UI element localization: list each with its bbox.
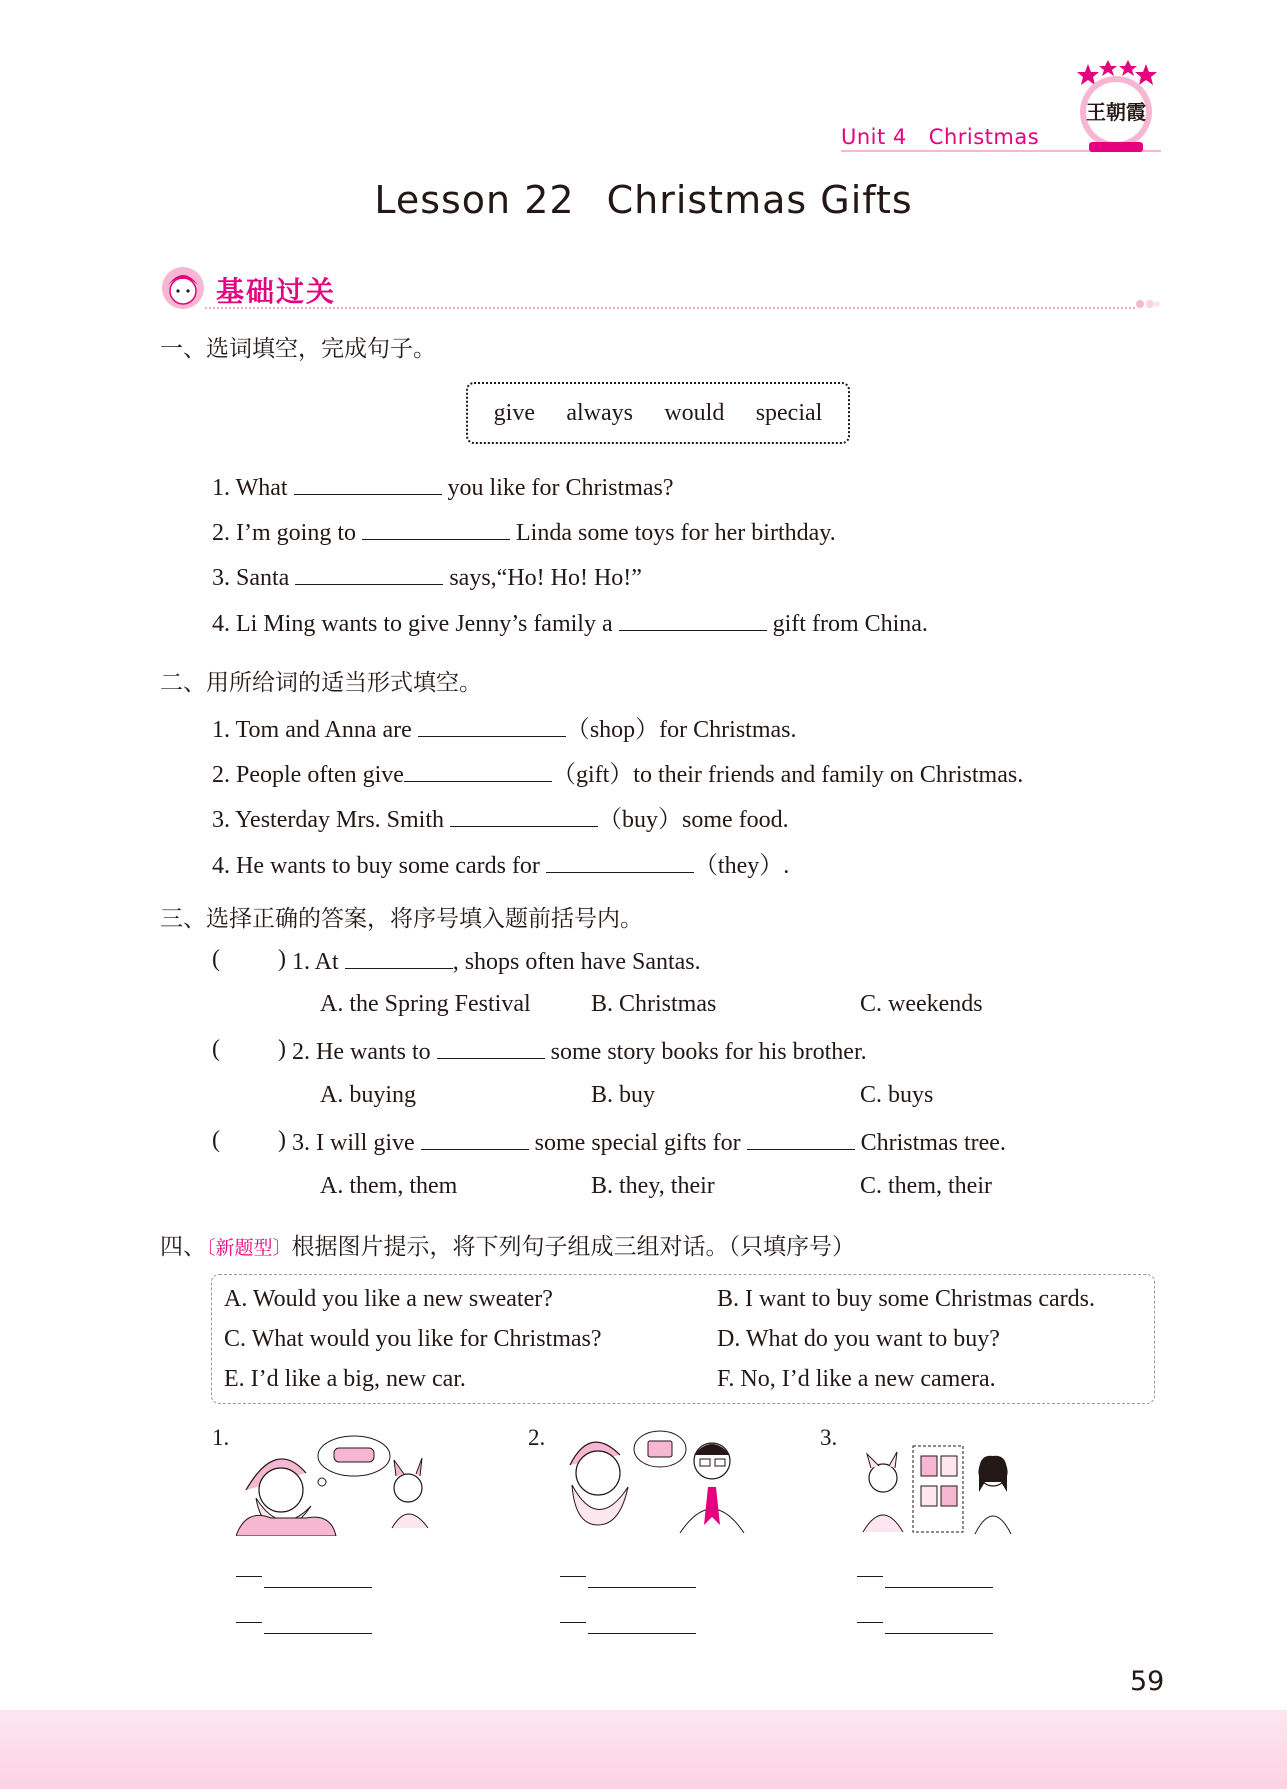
- answer-line[interactable]: [560, 1608, 696, 1634]
- question-text: you like for Christmas?: [447, 475, 674, 501]
- question-text: , shops often have Santas.: [452, 949, 701, 975]
- logo-text: 王朝霞: [1086, 100, 1146, 124]
- option-c: C. buys: [860, 1082, 934, 1108]
- sentence-f: F. No, I’d like a new camera.: [717, 1366, 996, 1392]
- section1-question: [212, 562, 642, 592]
- word-bank-item: always: [566, 399, 633, 426]
- answer-blank[interactable]: [345, 946, 453, 969]
- word-bank-item: give: [493, 399, 535, 426]
- picture-number: 1.: [212, 1425, 230, 1450]
- section2-question: [212, 709, 797, 744]
- question-text: Christmas tree.: [860, 1130, 1006, 1156]
- open-paren: (: [212, 946, 220, 972]
- answer-line[interactable]: [236, 1562, 372, 1588]
- girl-avatar-icon: [160, 265, 206, 311]
- question-text: 3. Santa: [212, 565, 290, 591]
- publisher-logo-icon: [1075, 60, 1157, 155]
- question-text: 1. What: [212, 475, 288, 501]
- section4-prefix: 四、: [160, 1234, 206, 1260]
- new-type-tag: 〔新题型〕: [206, 1237, 292, 1259]
- section2-heading: 二、用所给词的适当形式填空。: [160, 670, 482, 696]
- unit-topic: Christmas: [928, 125, 1040, 149]
- answer-paren[interactable]: [212, 1127, 286, 1154]
- option-b: B. they, their: [591, 1173, 715, 1199]
- section3-heading: 三、选择正确的答案，将序号填入题前括号内。: [160, 906, 643, 932]
- section1-heading: 一、选词填空，完成句子。: [160, 336, 436, 362]
- section1-question: [212, 608, 928, 638]
- section1-question: [212, 472, 674, 502]
- section4-heading-text: 根据图片提示，将下列句子组成三组对话。（只填序号）: [291, 1234, 856, 1260]
- question-text: （they）.: [693, 853, 790, 879]
- answer-blank[interactable]: [437, 1036, 545, 1059]
- answer-paren[interactable]: [212, 1036, 286, 1063]
- answer-line[interactable]: [857, 1562, 993, 1588]
- answer-line[interactable]: [857, 1608, 993, 1634]
- sentence-c: C. What would you like for Christmas?: [224, 1326, 602, 1352]
- answer-line[interactable]: [236, 1608, 372, 1634]
- footer-band: [0, 1710, 1287, 1789]
- answer-blank[interactable]: [294, 472, 442, 495]
- answer-blank[interactable]: [421, 1127, 529, 1150]
- question-text: 4. He wants to buy some cards for: [212, 853, 540, 879]
- question-text: 1. Tom and Anna are: [212, 717, 412, 743]
- section2-question: [212, 754, 1023, 789]
- question-text: （buy）some food.: [598, 807, 789, 833]
- option-a: A. them, them: [320, 1173, 458, 1199]
- word-bank-item: would: [664, 399, 725, 426]
- option-c: C. weekends: [860, 991, 983, 1017]
- section2-question: [212, 845, 789, 880]
- close-paren: ): [278, 1127, 286, 1153]
- close-paren: ): [278, 1036, 286, 1062]
- option-b: B. Christmas: [591, 991, 717, 1017]
- question-text: 2. He wants to: [292, 1039, 431, 1065]
- word-bank: [466, 382, 850, 444]
- section2-question: [212, 799, 789, 834]
- option-a: A. buying: [320, 1082, 416, 1108]
- decorative-dots-icon: [1135, 294, 1161, 314]
- section4-heading: [160, 1228, 855, 1261]
- page-number: 59: [1130, 1666, 1165, 1697]
- answer-paren[interactable]: [212, 946, 286, 973]
- santa-camera-illustration-icon: [560, 1425, 752, 1533]
- sentence-a: A. Would you like a new sweater?: [224, 1286, 553, 1312]
- open-paren: (: [212, 1036, 220, 1062]
- card-shop-illustration-icon: [855, 1442, 1017, 1538]
- answer-blank[interactable]: [619, 608, 767, 631]
- question-text: （shop）for Christmas.: [565, 717, 797, 743]
- close-paren: ): [278, 946, 286, 972]
- banner-divider: [205, 307, 1135, 309]
- answer-blank[interactable]: [295, 562, 443, 585]
- word-bank-item: special: [755, 399, 823, 426]
- sentence-d: D. What do you want to buy?: [717, 1326, 1000, 1352]
- sentence-b: B. I want to buy some Christmas cards.: [717, 1286, 1095, 1312]
- question-text: 1. At: [292, 949, 339, 975]
- answer-line[interactable]: [560, 1562, 696, 1588]
- section3-question: [292, 1127, 1006, 1157]
- question-text: Linda some toys for her birthday.: [516, 520, 836, 546]
- sentence-e: E. I’d like a big, new car.: [224, 1366, 466, 1392]
- answer-blank[interactable]: [747, 1127, 855, 1150]
- lesson-number: Lesson 22: [374, 178, 575, 222]
- question-text: （gift）to their friends and family on Christmas.: [551, 762, 1024, 788]
- santa-car-illustration-icon: [236, 1428, 452, 1536]
- question-text: some special gifts for: [534, 1130, 741, 1156]
- answer-blank[interactable]: [362, 517, 510, 540]
- answer-blank[interactable]: [418, 714, 566, 737]
- section3-question: [292, 946, 701, 976]
- question-text: says,“Ho! Ho! Ho!”: [449, 565, 642, 591]
- question-text: some story books for his brother.: [550, 1039, 867, 1065]
- unit-header: [841, 125, 1061, 149]
- option-c: C. them, their: [860, 1173, 992, 1199]
- section-banner: 基础过关: [216, 275, 337, 308]
- question-text: 3. Yesterday Mrs. Smith: [212, 807, 445, 833]
- picture-number: 3.: [820, 1425, 838, 1450]
- question-text: 2. People often give: [212, 762, 404, 788]
- option-b: B. buy: [591, 1082, 656, 1108]
- answer-blank[interactable]: [404, 759, 552, 782]
- lesson-name: Christmas Gifts: [606, 178, 913, 222]
- section3-question: [292, 1036, 867, 1066]
- question-text: gift from China.: [772, 611, 928, 637]
- option-a: A. the Spring Festival: [320, 991, 531, 1017]
- unit-label: Unit 4: [841, 125, 907, 149]
- question-text: 3. I will give: [292, 1130, 415, 1156]
- answer-blank[interactable]: [450, 804, 598, 827]
- picture-number: 2.: [528, 1425, 546, 1450]
- answer-blank[interactable]: [546, 850, 694, 873]
- section1-question: [212, 517, 836, 547]
- question-text: 4. Li Ming wants to give Jenny’s family a: [212, 611, 613, 637]
- open-paren: (: [212, 1127, 220, 1153]
- question-text: 2. I’m going to: [212, 520, 356, 546]
- page-title: [0, 178, 1287, 222]
